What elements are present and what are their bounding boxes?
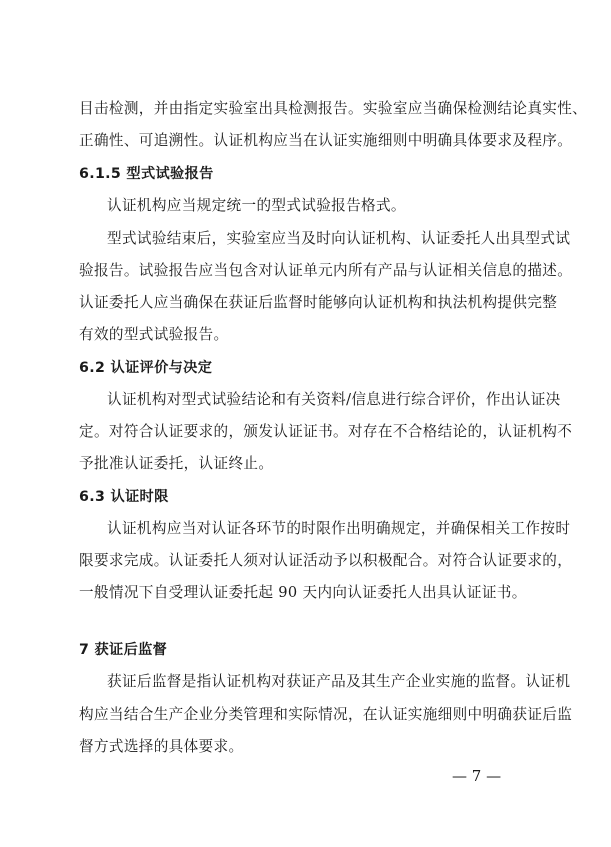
section-heading-6-3: 6.3 认证时限 xyxy=(79,489,169,505)
paragraph-line: 一般情况下自受理认证委托起 90 天内向认证委托人出具认证证书。 xyxy=(79,584,527,601)
paragraph-line: 目击检测，并由指定实验室出具检测报告。实验室应当确保检测结论真实性、 xyxy=(79,100,588,117)
paragraph-line: 有效的型式试验报告。 xyxy=(79,326,229,343)
paragraph-line: 定。对符合认证要求的，颁发认证证书。对存在不合格结论的，认证机构不 xyxy=(79,423,573,440)
paragraph-line: 认证委托人应当确保在获证后监督时能够向认证机构和执法机构提供完整 xyxy=(79,294,558,311)
paragraph-line: 验报告。试验报告应当包含对认证单元内所有产品与认证相关信息的描述。 xyxy=(79,262,573,279)
paragraph-line: 认证机构对型式试验结论和有关资料/信息进行综合评价，作出认证决 xyxy=(107,391,561,408)
paragraph-line: 认证机构应当对认证各环节的时限作出明确规定，并确保相关工作按时 xyxy=(107,520,571,537)
paragraph-line: 构应当结合生产企业分类管理和实际情况，在认证实施细则中明确获证后监 xyxy=(79,706,573,723)
section-heading-7: 7 获证后监督 xyxy=(79,642,168,658)
paragraph-line: 型式试验结束后，实验室应当及时向认证机构、认证委托人出具型式试 xyxy=(107,230,571,247)
section-heading-6-1-5: 6.1.5 型式试验报告 xyxy=(79,166,214,182)
paragraph-line: 限要求完成。认证委托人须对认证活动予以积极配合。对符合认证要求的， xyxy=(79,552,573,569)
paragraph-line: 予批准认证委托，认证终止。 xyxy=(79,455,274,472)
paragraph-line: 正确性、可追溯性。认证机构应当在认证实施细则中明确具体要求及程序。 xyxy=(79,132,573,149)
page-number: — 7 — xyxy=(452,767,502,785)
section-heading-6-2: 6.2 认证评价与决定 xyxy=(79,360,213,376)
paragraph-line: 获证后监督是指认证机构对获证产品及其生产企业实施的监督。认证机 xyxy=(107,673,571,690)
paragraph-line: 认证机构应当规定统一的型式试验报告格式。 xyxy=(107,197,406,214)
paragraph-line: 督方式选择的具体要求。 xyxy=(79,738,244,755)
